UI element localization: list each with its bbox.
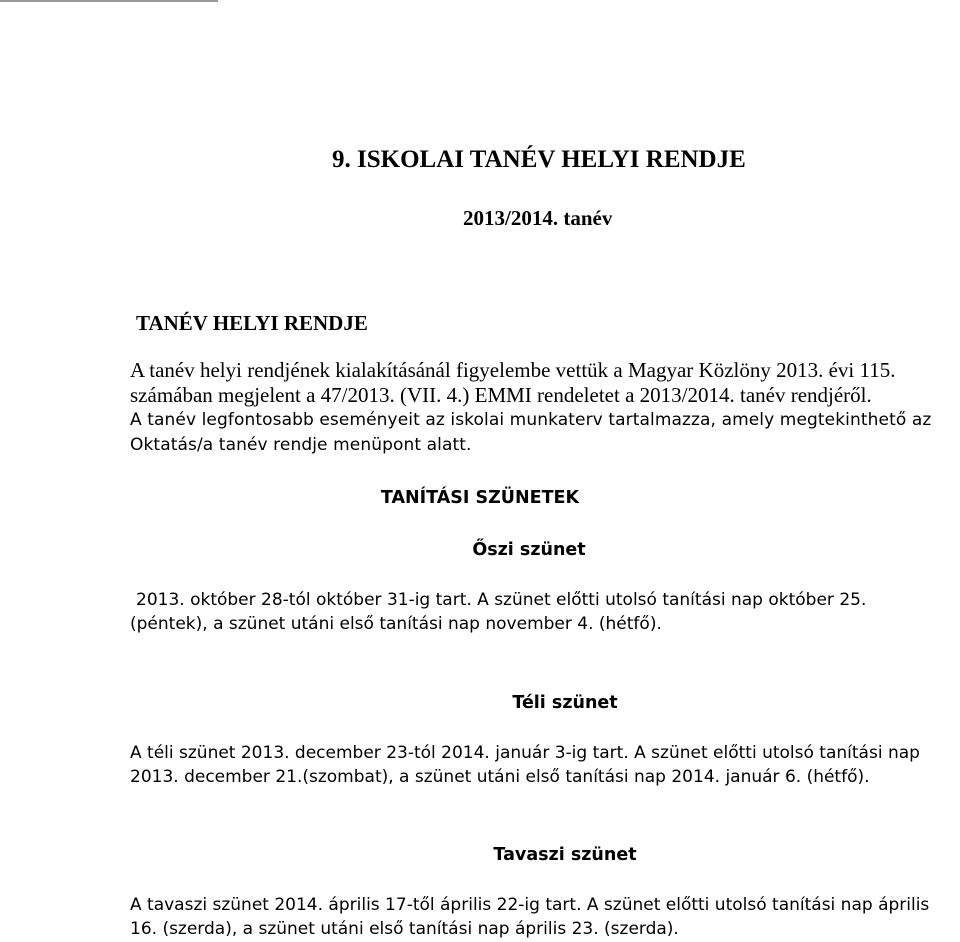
autumn-break-paragraph [130,588,866,636]
paragraph-line: 16. (szerda), a szünet utáni első tanítási nap április 23. (szerda). [130,919,679,939]
paragraph-line: A téli szünet 2013. december 23-tól 2014. január 3-ig tart. A szünet előtti utolsó tanítási nap [130,743,920,763]
paragraph-line: (péntek), a szünet utáni első tanítási nap november 4. (hétfő). [130,614,662,634]
top-divider [0,0,218,2]
document-title: 9. ISKOLAI TANÉV HELYI RENDJE [332,146,746,173]
section-heading: TANÉV HELYI RENDJE [136,311,368,335]
intro-line: számában megjelent a 47/2013. (VII. 4.) EMMI rendeletet a 2013/2014. tanév rendjéről. [130,383,872,407]
paragraph-line: A tavaszi szünet 2014. április 17-től április 22-ig tart. A szünet előtti utolsó tanítási nap április [130,895,930,915]
autumn-break-heading: Őszi szünet [472,540,586,560]
paragraph-line: 2013. október 28-tól október 31-ig tart. A szünet előtti utolsó tanítási nap október 25. [136,590,867,610]
spring-break-heading: Tavaszi szünet [493,845,637,865]
spring-break-paragraph [130,893,929,941]
paragraph-line: 2013. december 21.(szombat), a szünet utáni első tanítási nap 2014. január 6. (hétfő). [130,767,870,787]
breaks-heading: TANÍTÁSI SZÜNETEK [380,488,580,508]
intro-line: Oktatás/a tanév rendje menüpont alatt. [130,435,472,455]
winter-break-paragraph [130,741,920,789]
intro-line: A tanév helyi rendjének kialakításánál figyelembe vettük a Magyar Közlöny 2013. évi 115. [130,358,896,382]
school-year: 2013/2014. tanév [463,206,613,230]
intro-paragraph [130,358,932,458]
winter-break-heading: Téli szünet [512,693,618,713]
intro-line: A tanév legfontosabb eseményeit az iskolai munkaterv tartalmazza, amely megtekinthető az [130,410,932,430]
